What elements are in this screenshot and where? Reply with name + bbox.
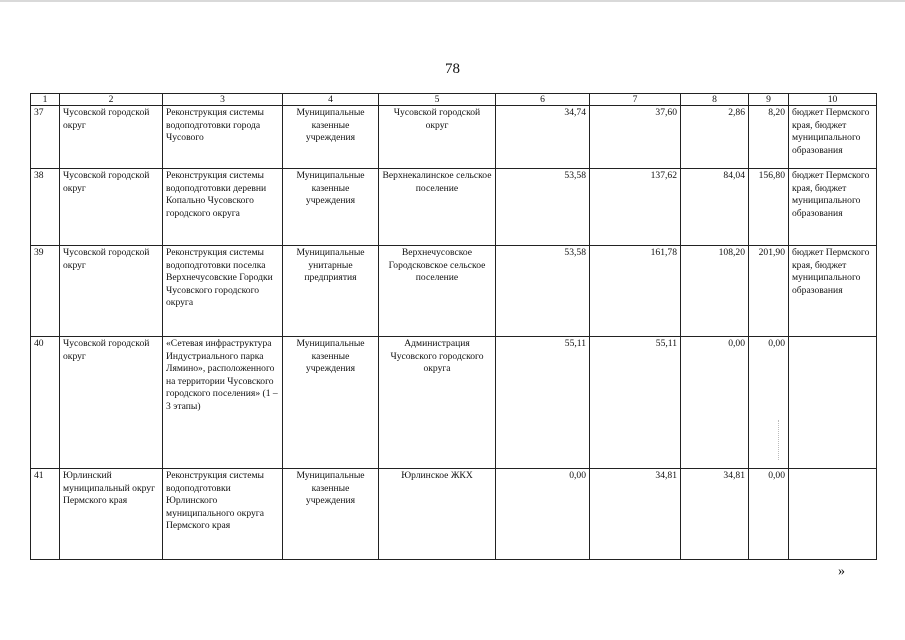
- value-col7: 161,78: [590, 246, 681, 337]
- value-col6: 53,58: [496, 246, 590, 337]
- table-row: [31, 337, 877, 469]
- header-cell: 2: [60, 94, 163, 106]
- table-row: [31, 246, 877, 337]
- row-number: 40: [31, 337, 60, 469]
- row-number: 39: [31, 246, 60, 337]
- investment-table: [30, 93, 877, 560]
- value-col8: 0,00: [681, 337, 749, 469]
- value-col7: 37,60: [590, 106, 681, 169]
- table-row: [31, 469, 877, 560]
- project-cell: «Сетевая инфраструктура Индустриального парка Лямино», расположенного на территории Чусовского городского поселения» (1 – 3 этапы): [163, 337, 283, 469]
- page-number: 78: [445, 61, 460, 77]
- settlement-cell: Верхнечусовское Городсковское сельское поселение: [379, 246, 496, 337]
- value-col8: 2,86: [681, 106, 749, 169]
- value-col6: 34,74: [496, 106, 590, 169]
- settlement-cell: Чусовской городской округ: [379, 106, 496, 169]
- header-cell: 1: [31, 94, 60, 106]
- value-col9: 0,00: [749, 469, 789, 560]
- value-col9: 156,80: [749, 169, 789, 246]
- settlement-cell: Верхнекалинское сельское поселение: [379, 169, 496, 246]
- municipality-cell: Чусовской городской округ: [60, 337, 163, 469]
- owner-type-cell: Муниципальные казенные учреждения: [283, 169, 379, 246]
- header-cell: 4: [283, 94, 379, 106]
- funding-source-cell: бюджет Пермского края, бюджет муниципального образования: [789, 169, 877, 246]
- header-cell: 10: [789, 94, 877, 106]
- funding-source-cell: бюджет Пермского края, бюджет муниципального образования: [789, 106, 877, 169]
- row-number: 37: [31, 106, 60, 169]
- owner-type-cell: Муниципальные казенные учреждения: [283, 337, 379, 469]
- closing-quote-mark: »: [838, 564, 845, 579]
- value-col8: 34,81: [681, 469, 749, 560]
- row-number: 41: [31, 469, 60, 560]
- value-col9: 0,00: [749, 337, 789, 469]
- top-border-rule: [0, 0, 905, 2]
- value-col7: 137,62: [590, 169, 681, 246]
- value-col6: 53,58: [496, 169, 590, 246]
- value-col7: 34,81: [590, 469, 681, 560]
- value-col8: 84,04: [681, 169, 749, 246]
- header-cell: 6: [496, 94, 590, 106]
- header-cell: 9: [749, 94, 789, 106]
- value-col7: 55,11: [590, 337, 681, 469]
- header-cell: 5: [379, 94, 496, 106]
- municipality-cell: Юрлинский муниципальный округ Пермского края: [60, 469, 163, 560]
- table-row: [31, 169, 877, 246]
- funding-source-cell: [789, 337, 877, 469]
- municipality-cell: Чусовской городской округ: [60, 246, 163, 337]
- value-col6: 0,00: [496, 469, 590, 560]
- header-cell: 3: [163, 94, 283, 106]
- row-number: 38: [31, 169, 60, 246]
- owner-type-cell: Муниципальные казенные учреждения: [283, 469, 379, 560]
- municipality-cell: Чусовской городской округ: [60, 106, 163, 169]
- value-col9: 8,20: [749, 106, 789, 169]
- table-row: [31, 106, 877, 169]
- owner-type-cell: Муниципальные унитарные предприятия: [283, 246, 379, 337]
- value-col6: 55,11: [496, 337, 590, 469]
- project-cell: Реконструкция системы водоподготовки Юрлинского муниципального округа Пермского края: [163, 469, 283, 560]
- municipality-cell: Чусовской городской округ: [60, 169, 163, 246]
- funding-source-cell: бюджет Пермского края, бюджет муниципального образования: [789, 246, 877, 337]
- header-row: [31, 94, 877, 106]
- project-cell: Реконструкция системы водоподготовки поселка Верхнечусовские Городки Чусовского городского округа: [163, 246, 283, 337]
- header-cell: 7: [590, 94, 681, 106]
- funding-source-cell: [789, 469, 877, 560]
- scan-artifact-line: [778, 420, 780, 460]
- project-cell: Реконструкция системы водоподготовки деревни Копально Чусовского городского округа: [163, 169, 283, 246]
- value-col8: 108,20: [681, 246, 749, 337]
- settlement-cell: Администрация Чусовского городского округа: [379, 337, 496, 469]
- header-cell: 8: [681, 94, 749, 106]
- owner-type-cell: Муниципальные казенные учреждения: [283, 106, 379, 169]
- value-col9: 201,90: [749, 246, 789, 337]
- settlement-cell: Юрлинское ЖКХ: [379, 469, 496, 560]
- project-cell: Реконструкция системы водоподготовки города Чусового: [163, 106, 283, 169]
